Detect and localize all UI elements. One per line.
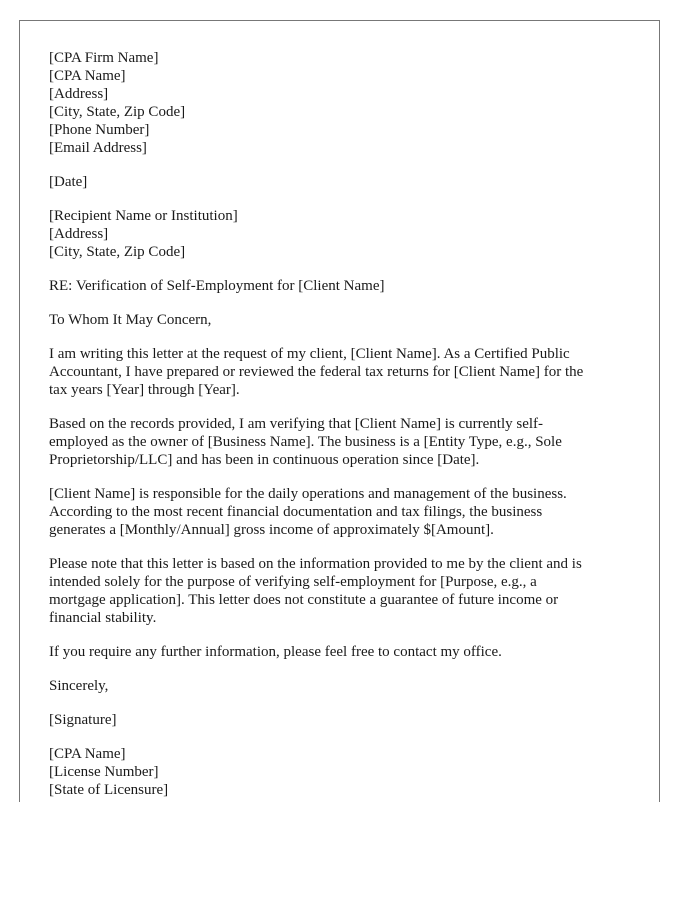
salutation (49, 311, 629, 329)
sender-city-state-zip: [City, State, Zip Code] (49, 104, 186, 120)
signer-cpa-name: [CPA Name] (49, 746, 126, 762)
paragraph-line: Proprietorship/LLC] and has been in continuous operation since [Date]. (49, 452, 480, 468)
paragraph-line: According to the most recent financial documentation and tax filings, the business (49, 504, 543, 520)
signature-block (49, 711, 629, 729)
paragraph-line: financial stability. (49, 610, 157, 626)
signature-placeholder: [Signature] (49, 712, 117, 728)
paragraph-line: tax years [Year] through [Year]. (49, 382, 240, 398)
subject-line (49, 277, 629, 295)
paragraph-line: I am writing this letter at the request of my client, [Client Name]. As a Certified Public (49, 346, 570, 362)
letter-body (49, 49, 629, 802)
signer-block (49, 745, 629, 799)
signer-state-of-licensure: [State of Licensure] (49, 782, 169, 798)
paragraph-line: Based on the records provided, I am verifying that [Client Name] is currently self- (49, 416, 544, 432)
paragraph-line: Accountant, I have prepared or reviewed the federal tax returns for [Client Name] for the (49, 364, 584, 380)
recipient-block (49, 207, 629, 261)
sender-block (49, 49, 629, 157)
paragraph-line: intended solely for the purpose of verifying self-employment for [Purpose, e.g., a (49, 574, 537, 590)
sender-cpa-name: [CPA Name] (49, 68, 126, 84)
closing-text: Sincerely, (49, 678, 109, 694)
body-paragraph-3 (49, 485, 629, 539)
date-block (49, 173, 629, 191)
subject-text: RE: Verification of Self-Employment for [Client Name] (49, 278, 385, 294)
paragraph-line: Please note that this letter is based on the information provided to me by the client and is (49, 556, 582, 572)
paragraph-line: [Client Name] is responsible for the daily operations and management of the business. (49, 486, 567, 502)
closing (49, 677, 629, 695)
letter-date: [Date] (49, 174, 88, 190)
recipient-name: [Recipient Name or Institution] (49, 208, 238, 224)
sender-email: [Email Address] (49, 140, 147, 156)
sender-phone: [Phone Number] (49, 122, 150, 138)
sender-firm-name: [CPA Firm Name] (49, 50, 159, 66)
recipient-address: [Address] (49, 226, 109, 242)
paragraph-line: employed as the owner of [Business Name]. The business is a [Entity Type, e.g., Sole (49, 434, 562, 450)
salutation-text: To Whom It May Concern, (49, 312, 212, 328)
letter-page (19, 20, 660, 802)
paragraph-line: If you require any further information, please feel free to contact my office. (49, 644, 502, 660)
signer-license-number: [License Number] (49, 764, 159, 780)
paragraph-line: mortgage application]. This letter does not constitute a guarantee of future income or (49, 592, 559, 608)
paragraph-line: generates a [Monthly/Annual] gross income of approximately $[Amount]. (49, 522, 494, 538)
body-paragraph-5 (49, 643, 629, 661)
body-paragraph-1 (49, 345, 629, 399)
recipient-city-state-zip: [City, State, Zip Code] (49, 244, 186, 260)
sender-address: [Address] (49, 86, 109, 102)
body-paragraph-4 (49, 555, 629, 627)
body-paragraph-2 (49, 415, 629, 469)
